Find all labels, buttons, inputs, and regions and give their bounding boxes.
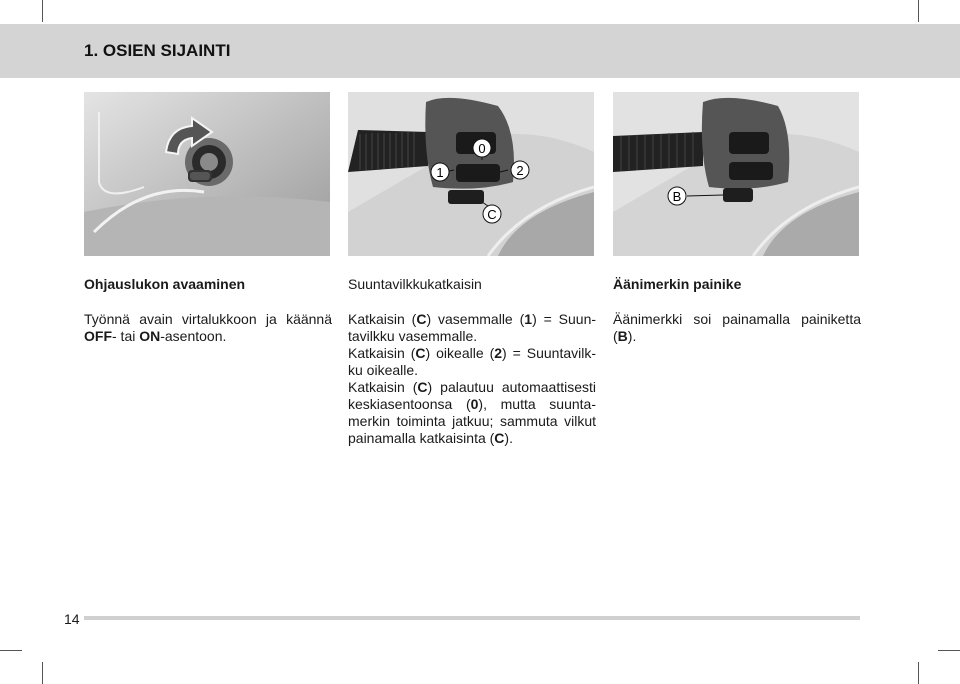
label-0-marker — [473, 139, 491, 157]
crop-mark — [42, 0, 43, 22]
label-b-marker — [668, 187, 686, 205]
horn-photo — [613, 92, 859, 256]
svg-text:1: 1 — [436, 165, 444, 180]
crop-mark — [918, 662, 919, 684]
turn-switch-photo — [348, 92, 594, 256]
footer-rule — [84, 616, 860, 620]
section-heading: Äänimerkin painike — [613, 276, 742, 292]
svg-text:2: 2 — [516, 163, 524, 178]
horn-section — [613, 276, 861, 345]
page-number: 14 — [64, 611, 80, 627]
section-text: Katkaisin (C) palautuu automaattisesti keskiasentoonsa (0), mutta suunta-merkin toiminta jatkuu; sammuta vilkut painamalla katkaisinta (C). — [348, 379, 597, 446]
crop-mark — [918, 0, 919, 22]
ignition-section — [84, 276, 332, 345]
label-1-marker — [431, 163, 449, 181]
turn-signal-section — [348, 276, 596, 447]
svg-text:C: C — [487, 207, 497, 222]
label-c-marker — [483, 205, 501, 223]
crop-mark — [42, 662, 43, 684]
svg-text:0: 0 — [478, 141, 486, 156]
crop-mark — [938, 650, 960, 651]
section-text: Äänimerkki soi painamalla painiketta (B). — [613, 311, 861, 344]
ignition-photo — [84, 92, 330, 256]
section-text: Työnnä avain virtalukkoon ja käännä OFF- tai ON-asentoon. — [84, 311, 332, 344]
page-title: 1. OSIEN SIJAINTI — [84, 41, 231, 60]
section-text: Katkaisin (C) vasemmalle (1) = Suun-tavilkku vasemmalle. — [348, 311, 597, 344]
section-text: Katkaisin (C) oikealle (2) = Suuntavilk-ku oikealle. — [348, 345, 597, 378]
section-heading: Suuntavilkkukatkaisin — [348, 276, 482, 292]
label-2-marker — [511, 161, 529, 179]
svg-text:B: B — [672, 189, 682, 204]
crop-mark — [0, 650, 22, 651]
section-heading: Ohjauslukon avaaminen — [84, 276, 246, 292]
